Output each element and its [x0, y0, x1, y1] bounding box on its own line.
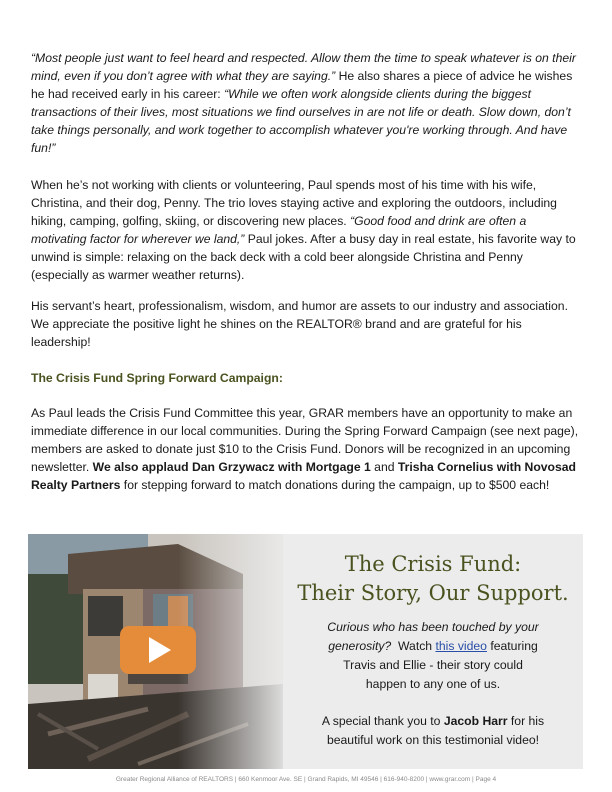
text-advice-intro: He also shares a piece of advice he wishes he had received early in his career:	[31, 69, 573, 101]
banner-title-line2: Their Story, Our Support.	[297, 581, 569, 605]
banner-thanks-for: for his	[507, 714, 545, 728]
text-family: When he’s not working with clients or volunteering, Paul spends most of his time with his wife, Christina, and their dog, Penny. The trio loves staying active and exploring the outdoors, including hiking, camping, golfing, skiing, or discovering new places.	[31, 178, 557, 228]
section-heading: The Crisis Fund Spring Forward Campaign:	[31, 371, 283, 385]
play-video-button[interactable]	[120, 626, 196, 674]
paragraph-advice	[31, 49, 583, 157]
sponsor-trisha-cornelius: Trisha Cornelius with Novosad Realty Partners	[31, 460, 576, 492]
text-and: and	[370, 460, 398, 474]
video-banner	[28, 534, 583, 769]
banner-thanks-line2: beautiful work on this testimonial video!	[326, 733, 540, 747]
banner-text-line4: happen to any one of us.	[365, 677, 501, 691]
text-unwind: Paul jokes. After a busy day in real estate, his favorite way to unwind is simple: relaxing on the back deck with a cold beer alongside Christina and Penny (especially as warmer weather returns).	[31, 232, 576, 282]
text-campaign-intro: As Paul leads the Crisis Fund Committee this year, GRAR members have an opportunity to make an immediate difference in our local communities. During the Spring Forward Campaign (see next page), members are asked to donate just $10 to the Crisis Fund. Donors will be recognized in an upcoming newsletter.	[31, 406, 579, 474]
banner-thanks-text: A special thank you to	[321, 714, 444, 728]
quote-slow-down: “While we often work alongside clients during the biggest transactions of their lives, most situations we find ourselves in are not life or death. Slow down, don’t take things personally, and work together to accomplish whatever you're working through. And have fun!”	[31, 87, 571, 155]
paragraph-campaign	[31, 404, 583, 494]
banner-italic-generosity: generosity?	[328, 639, 392, 653]
banner-thanks-line1	[293, 712, 573, 731]
banner-italic-curious: Curious who has been touched by your	[327, 620, 539, 634]
banner-text-featuring: featuring	[486, 639, 538, 653]
paragraph-appreciation: His servant’s heart, professionalism, wisdom, and humor are assets to our industry and association. We appreciate the positive light he shines on the REALTOR® brand and are grateful for his leadership!	[31, 299, 568, 349]
quote-heard: “Most people just want to feel heard and respected. Allow them the time to speak whatever is on their mind, even if you don’t agree with what they are saying.”	[31, 51, 576, 83]
quote-food-drink: “Good food and drink are often a motivating factor for wherever we land,”	[31, 214, 527, 246]
video-link[interactable]: this video	[435, 639, 487, 653]
sponsor-dan-grzywacz: We also applaud Dan Grzywacz with Mortgage 1	[92, 460, 371, 474]
banner-text-line3: Travis and Ellie - their story could	[343, 658, 523, 672]
page-footer: Greater Regional Alliance of REALTORS | 660 Kenmoor Ave. SE | Grand Rapids, MI 49546 | 616-940-8200 | www.grar.com | Page 4	[115, 776, 497, 783]
paragraph-personal-life	[31, 176, 583, 284]
banner-title-line1: The Crisis Fund:	[344, 552, 522, 576]
banner-text-line2	[293, 637, 573, 656]
banner-text-watch: Watch	[391, 639, 436, 653]
banner-text-line1	[293, 618, 573, 637]
text-match: for stepping forward to match donations during the campaign, up to $500 each!	[120, 478, 550, 492]
banner-thanks-name: Jacob Harr	[443, 714, 508, 728]
